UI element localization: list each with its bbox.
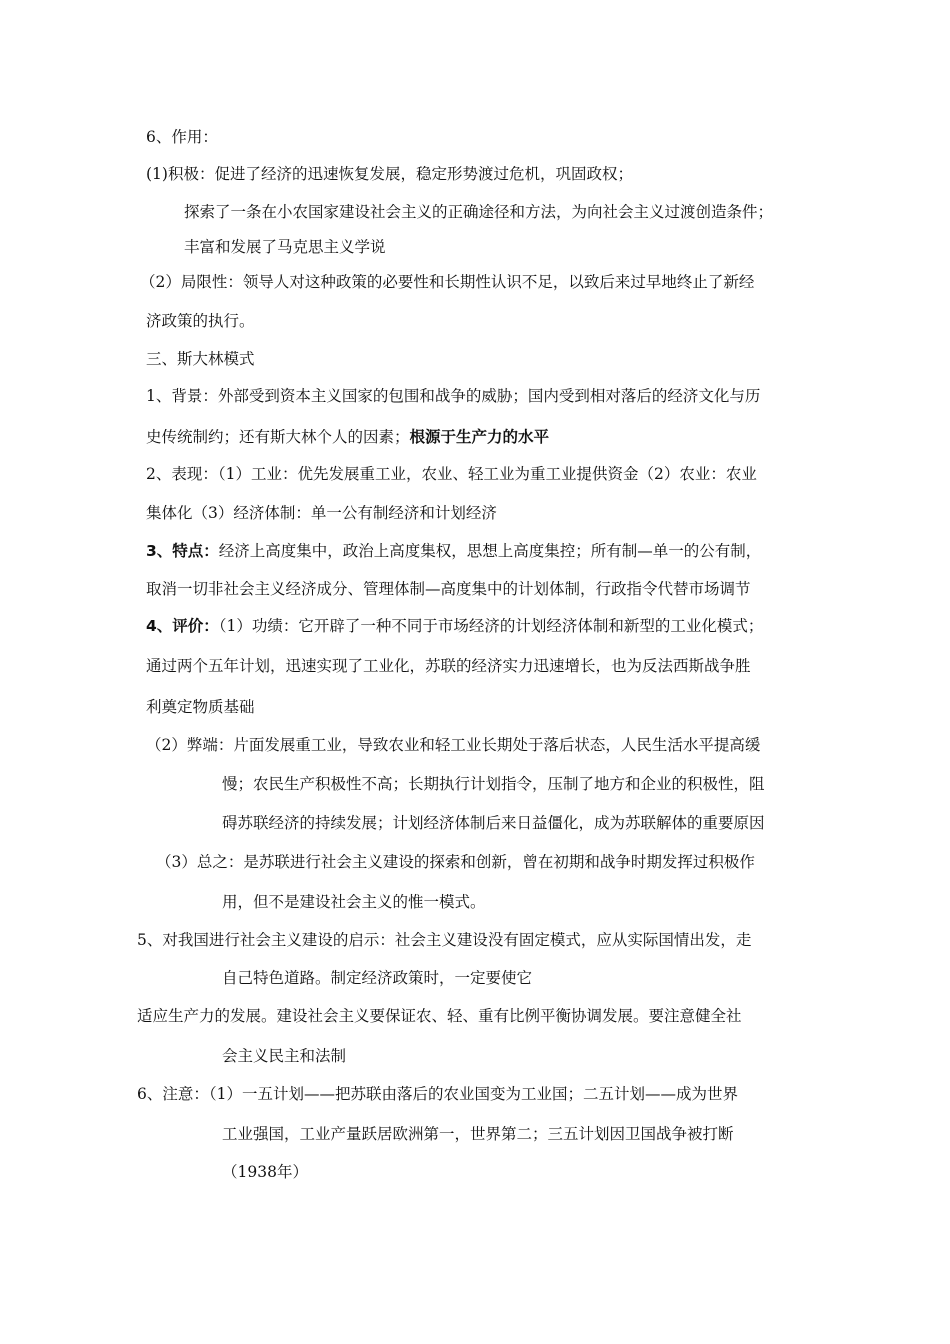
- text-line: [146, 616, 763, 636]
- text-line: 济政策的执行。: [146, 312, 255, 330]
- text-line: [146, 541, 761, 561]
- text-line: 会主义民主和法制: [222, 1047, 347, 1065]
- text-line: 1、背景：外部受到资本主义国家的包围和战争的威胁；国内受到相对落后的经济文化与历: [146, 387, 761, 405]
- text-line: 5、对我国进行社会主义建设的启示：社会主义建设没有固定模式，应从实际国情出发，走: [137, 931, 752, 949]
- text-line: 碍苏联经济的持续发展；计划经济体制后来日益僵化，成为苏联解体的重要原因: [222, 814, 765, 832]
- text-line: 丰富和发展了马克思主义学说: [184, 238, 386, 256]
- text-line: 适应生产力的发展。建设社会主义要保证农、轻、重有比例平衡协调发展。要注意健全社: [137, 1007, 742, 1025]
- text-line: （3）总之：是苏联进行社会主义建设的探索和创新，曾在初期和战争时期发挥过积极作: [156, 853, 755, 871]
- text-line: [146, 427, 549, 447]
- section-heading: 6、作用：: [146, 128, 218, 146]
- text-line: 集体化（3）经济体制：单一公有制经济和计划经济: [146, 504, 497, 522]
- text-line: （1938年）: [222, 1163, 308, 1181]
- text-line: 自己特色道路。制定经济政策时，一定要使它: [222, 969, 533, 987]
- text-line: 工业强国，工业产量跃居欧洲第一，世界第二；三五计划因卫国战争被打断: [222, 1125, 734, 1143]
- text-line: （2）弊端：片面发展重工业，导致农业和轻工业长期处于落后状态，人民生活水平提高缓: [146, 736, 761, 754]
- text-line: 通过两个五年计划，迅速实现了工业化，苏联的经济实力迅速增长，也为反法西斯战争胜: [146, 657, 751, 675]
- text-line: (1)积极：促进了经济的迅速恢复发展，稳定形势渡过危机，巩固政权；: [146, 165, 633, 183]
- text-line: 6、注意：（1）一五计划——把苏联由落后的农业国变为工业国；二五计划——成为世界: [137, 1085, 738, 1103]
- bold-label: 3、特点：: [146, 542, 219, 560]
- text-line: 探索了一条在小农国家建设社会主义的正确途径和方法，为向社会主义过渡创造条件；: [184, 203, 774, 221]
- text-line: 2、表现：（1）工业：优先发展重工业，农业、轻工业为重工业提供资金（2）农业：农业: [146, 465, 757, 483]
- text-line: 用，但不是建设社会主义的惟一模式。: [222, 893, 486, 911]
- text-line: （2）局限性：领导人对这种政策的必要性和长期性认识不足，以致后来过早地终止了新经: [140, 273, 755, 291]
- bold-emphasis: 根源于生产力的水平: [409, 428, 550, 446]
- bold-label: 4、评价：: [146, 617, 219, 635]
- text-line: 慢；农民生产积极性不高；长期执行计划指令，压制了地方和企业的积极性，阻: [222, 775, 765, 793]
- text-line: 利奠定物质基础: [146, 698, 255, 716]
- text-line: 取消一切非社会主义经济成分、管理体制—高度集中的计划体制，行政指令代替市场调节: [146, 580, 751, 598]
- text-span: 经济上高度集中，政治上高度集权，思想上高度集控；所有制—单一的公有制，: [218, 542, 762, 560]
- section-heading: 三、斯大林模式: [146, 350, 255, 368]
- text-span: （1）功绩：它开辟了一种不同于市场经济的计划经济体制和新型的工业化模式；: [218, 617, 764, 635]
- text-span: 史传统制约；还有斯大林个人的因素；: [146, 428, 410, 446]
